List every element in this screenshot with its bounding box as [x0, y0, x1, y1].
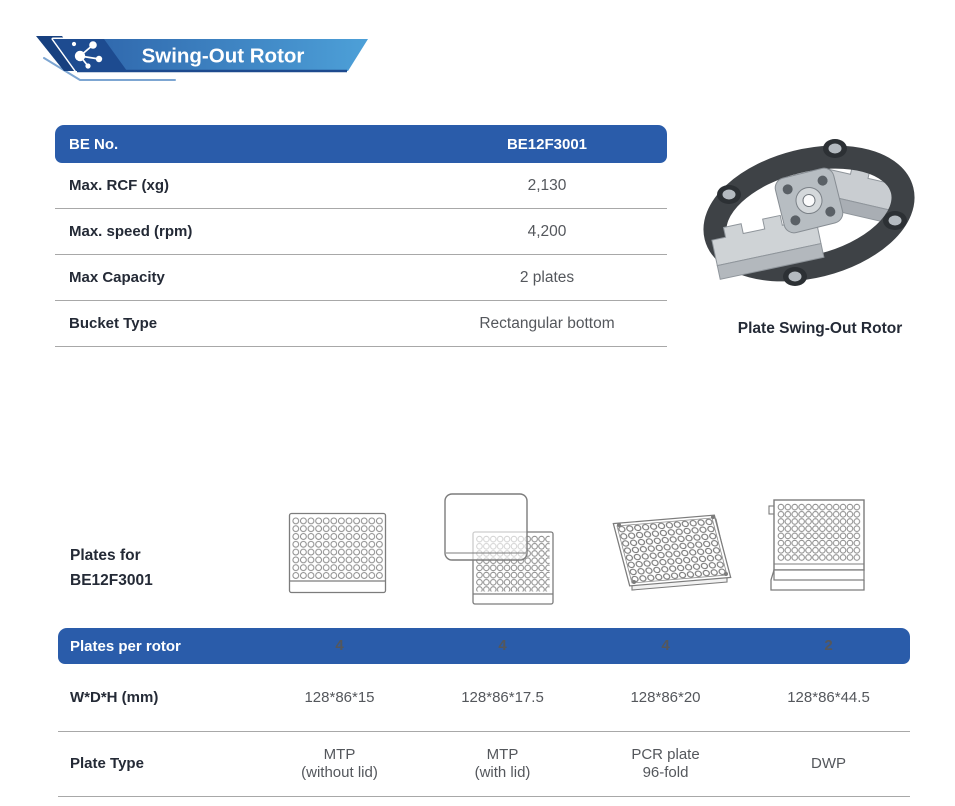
plate-type-row-label: Plate Type: [70, 755, 144, 772]
plate-type-line: MTP: [323, 745, 356, 763]
table-row: [55, 163, 667, 209]
spec-row-label: Bucket Type: [69, 315, 158, 332]
page-title: Swing-Out Rotor: [141, 44, 305, 68]
spec-table-body: [55, 163, 667, 347]
spec-table-header: [55, 125, 667, 163]
plate-type-value: [421, 746, 584, 782]
plate-mtp-without-lid-figure: [288, 512, 388, 596]
spec-row-value: 2,130: [527, 176, 567, 194]
plate-type-line: (with lid): [474, 763, 531, 781]
plate-type-value: [258, 746, 421, 782]
spec-row-label: Max Capacity: [69, 269, 165, 286]
plate-type-value: [747, 755, 910, 773]
spec-row-value: 2 plates: [519, 268, 575, 286]
plates-header-label: Plates per rotor: [70, 637, 181, 655]
spec-row-label: Max. speed (rpm): [69, 223, 193, 240]
plate-type-line: DWP: [811, 754, 846, 772]
dimensions-value: 128*86*44.5: [787, 688, 870, 706]
title-ribbon: [30, 30, 380, 90]
rotor-image: [683, 118, 935, 314]
plate-dwp-figure: [766, 496, 876, 596]
plate-type-line: MTP: [486, 745, 519, 763]
plate-pcr-96-figure: [592, 498, 732, 610]
plate-lid: [445, 494, 527, 560]
spec-row-label: Max. RCF (xg): [69, 177, 170, 194]
table-row: [55, 301, 667, 347]
plates-table-header: [58, 628, 910, 664]
dimensions-row-label: W*D*H (mm): [70, 689, 159, 706]
plates-for-line2: BE12F3001: [70, 572, 153, 589]
spec-header-label: BE No.: [69, 135, 119, 153]
plates-per-rotor-value: 4: [335, 637, 344, 654]
plates-per-rotor-value: 4: [498, 637, 507, 654]
table-row: [58, 731, 910, 797]
spec-row-value: Rectangular bottom: [479, 314, 615, 332]
plates-per-rotor-value: 4: [661, 637, 670, 654]
spec-row-value: 4,200: [527, 222, 567, 240]
plate-type-line: (without lid): [301, 763, 378, 781]
table-row: [58, 664, 910, 732]
table-row: [55, 255, 667, 301]
plates-for-label: [70, 543, 153, 593]
plates-per-rotor-value: 2: [824, 637, 833, 654]
plate-type-line: 96-fold: [642, 763, 689, 781]
rotor-caption: Plate Swing-Out Rotor: [737, 320, 903, 337]
plate-type-value: [584, 746, 747, 782]
plate-type-line: PCR plate: [631, 745, 700, 763]
dimensions-value: 128*86*17.5: [461, 688, 544, 706]
dimensions-value: 128*86*15: [304, 688, 375, 706]
dimensions-value: 128*86*20: [630, 688, 701, 706]
plates-for-line1: Plates for: [70, 547, 141, 564]
table-row: [55, 209, 667, 255]
spec-header-value: BE12F3001: [506, 135, 588, 153]
plate-mtp-with-lid-figure: [443, 492, 555, 610]
